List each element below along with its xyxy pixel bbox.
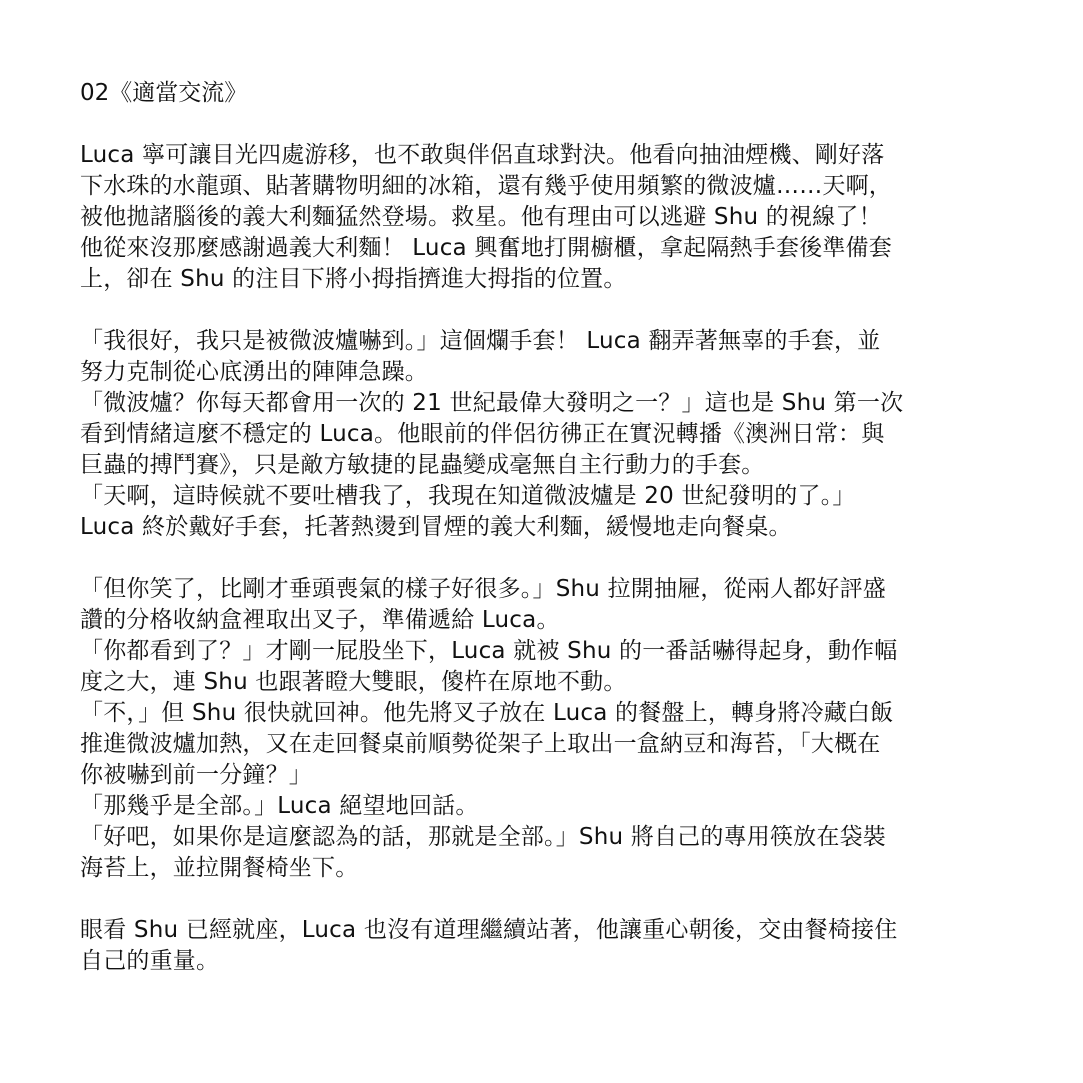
- text-line: 上，卻在 Shu 的注目下將小拇指擠進大拇指的位置。: [80, 266, 627, 292]
- text-line: 「我很好，我只是被微波爐嚇到。」這個爛手套！ Luca 翻弄著無辜的手套，並: [80, 328, 881, 354]
- blank-line: [80, 543, 1008, 574]
- text-line: 海苔上，並拉開餐椅坐下。: [80, 855, 359, 881]
- blank-line: [80, 884, 1008, 915]
- text-line: 推進微波爐加熱，又在走回餐桌前順勢從架子上取出一盒納豆和海苔，「大概在: [80, 731, 881, 757]
- text-line: 「好吧，如果你是這麼認為的話，那就是全部。」Shu 將自己的專用筷放在袋裝: [80, 824, 886, 850]
- text-line: 度之大，連 Shu 也跟著瞪大雙眼，傻杵在原地不動。: [80, 669, 627, 695]
- text-line: 下水珠的水龍頭、貼著購物明細的冰箱，還有幾乎使用頻繁的微波爐……天啊，: [80, 173, 892, 199]
- text-line: Luca 寧可讓目光四處游移，也不敢與伴侶直球對決。他看向抽油煙機、剛好落: [80, 142, 885, 168]
- text-line: 「但你笑了，比剛才垂頭喪氣的樣子好很多。」Shu 拉開抽屜，從兩人都好評盛: [80, 576, 886, 602]
- text-line: 「那幾乎是全部。」Luca 絕望地回話。: [80, 793, 479, 819]
- document-page: [80, 78, 1008, 977]
- text-line: 看到情緒這麼不穩定的 Luca。他眼前的伴侶彷彿正在實況轉播《澳洲日常：與: [80, 421, 885, 447]
- text-line: 讚的分格收納盒裡取出叉子，準備遞給 Luca。: [80, 607, 560, 633]
- text-line: 眼看 Shu 已經就座，Luca 也沒有道理繼續站著，他讓重心朝後，交由餐椅接住: [80, 917, 898, 943]
- text-line: Luca 終於戴好手套，托著熱燙到冒煙的義大利麵，緩慢地走向餐桌。: [80, 514, 792, 540]
- chapter-title: 02《適當交流》: [80, 80, 248, 106]
- blank-line: [80, 109, 1008, 140]
- text-line: 「你都看到了？」才剛一屁股坐下，Luca 就被 Shu 的一番話嚇得起身，動作幅: [80, 638, 898, 664]
- text-line: 「微波爐？你每天都會用一次的 21 世紀最偉大發明之一？」這也是 Shu 第一次: [80, 390, 904, 416]
- text-line: 被他拋諸腦後的義大利麵猛然登場。救星。他有理由可以逃避 Shu 的視線了！: [80, 204, 882, 230]
- text-line: 「天啊，這時候就不要吐槽我了，我現在知道微波爐是 20 世紀發明的了。」: [80, 483, 856, 509]
- blank-line: [80, 295, 1008, 326]
- text-line: 他從來沒那麼感謝過義大利麵！ Luca 興奮地打開櫥櫃，拿起隔熱手套後準備套: [80, 235, 892, 261]
- text-line: 努力克制從心底湧出的陣陣急躁。: [80, 359, 428, 385]
- text-line: 你被嚇到前一分鐘？」: [80, 762, 312, 788]
- text-line: 「不，」但 Shu 很快就回神。他先將叉子放在 Luca 的餐盤上，轉身將冷藏白飯: [80, 700, 894, 726]
- text-line: 自己的重量。: [80, 948, 220, 974]
- text-line: 巨蟲的搏鬥賽》，只是敵方敏捷的昆蟲變成毫無自主行動力的手套。: [80, 452, 765, 478]
